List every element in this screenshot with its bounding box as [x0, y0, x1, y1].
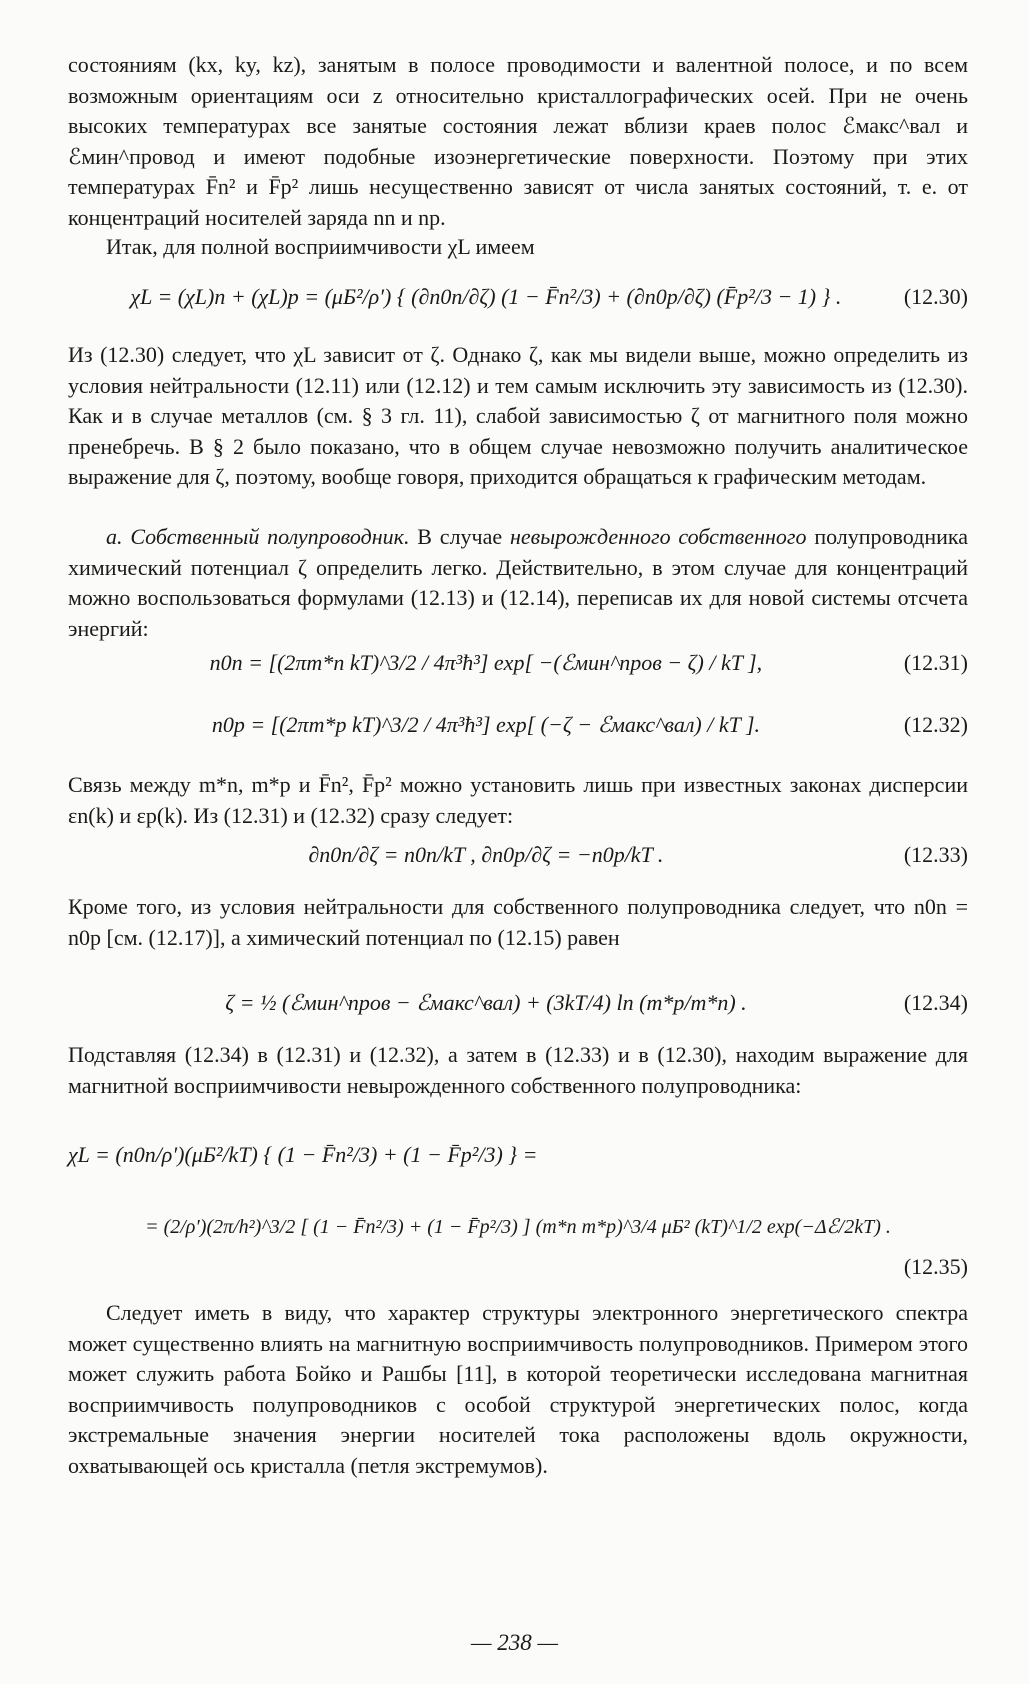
- equation-12-34-number: (12.34): [903, 990, 968, 1015]
- paragraph-1: состояниям (kx, ky, kz), занятым в полосе проводимости и валентной полосе, и по всем возможным ориентациям оси z относительно кристаллографических осей. При не очень высоких температурах все занятые состояния лежат вблизи краев полос ℰмакс^вал и ℰмин^провод и имеют подобные изоэнергетические поверхности. Поэтому при этих температурах F̄n² и F̄p² лишь несущественно зависят от числа занятых состояний, т. е. от концентраций носителей заряда nn и np.: [68, 52, 968, 230]
- equation-12-33-formula: ∂n0n/∂ζ = n0n/kT , ∂n0p/∂ζ = −n0p/kT .: [308, 842, 664, 867]
- paragraph-4: [68, 522, 968, 644]
- equation-12-32-number: (12.32): [903, 712, 968, 737]
- equation-12-34: [68, 988, 968, 1019]
- equation-12-30: [68, 282, 968, 313]
- equation-12-31-formula: n0n = [(2πm*n kT)^3/2 / 4π³ħ³] exp[ −(ℰмин^пров − ζ) / kT ],: [209, 650, 763, 675]
- paragraph-4-text-1: В случае: [409, 524, 510, 549]
- equation-12-35-formula-1: χL = (n0n/ρ′)(μБ²/kT) { (1 − F̄n²/3) + (1 − F̄p²/3) } =: [68, 1142, 538, 1167]
- section-heading-intrinsic: а. Собственный полупроводник.: [106, 524, 410, 549]
- equation-12-30-number: (12.30): [903, 284, 968, 309]
- page-number: — 238 —: [471, 1630, 558, 1655]
- paragraph-7: Подставляя (12.34) в (12.31) и (12.32), а затем в (12.33) и в (12.30), находим выражение для магнитной восприимчивости невырожденного собственного полупроводника:: [68, 1042, 968, 1098]
- equation-12-35-line-1: [68, 1140, 968, 1171]
- equation-12-30-formula: χL = (χL)n + (χL)p = (μБ²/ρ′) { (∂n0n/∂ζ) (1 − F̄n²/3) + (∂n0p/∂ζ) (F̄p²/3 − 1) } .: [130, 284, 842, 309]
- paragraph-5: Связь между m*n, m*p и F̄n², F̄p² можно установить лишь при известных законах дисперсии εn(k) и εp(k). Из (12.31) и (12.32) сразу следует:: [68, 772, 968, 828]
- equation-12-32: [68, 710, 968, 741]
- equation-12-31: [68, 648, 968, 679]
- paragraph-4-text-2: полупроводника химический потенциал ζ определить легко. Действительно, в этом случае для концентраций можно воспользоваться формулами (12.13) и (12.14), переписав их для новой системы отсчета энергий:: [68, 524, 969, 641]
- paragraph-2: Итак, для полной восприимчивости χL имеем: [106, 234, 535, 259]
- equation-12-32-formula: n0p = [(2πm*p kT)^3/2 / 4π³ħ³] exp[ (−ζ − ℰмакс^вал) / kT ].: [211, 712, 761, 737]
- equation-12-33-number: (12.33): [903, 842, 968, 867]
- paragraph-4-italic: невырожденного собственного: [509, 524, 807, 549]
- equation-12-35-formula-2: = (2/ρ′)(2π/h²)^3/2 [ (1 − F̄n²/3) + (1 − F̄p²/3) ] (m*n m*p)^3/4 μБ² (kT)^1/2 exp(−Δℰ/2kT) .: [145, 1216, 891, 1238]
- equation-12-35-line-2: [68, 1212, 968, 1243]
- paragraph-8: Следует иметь в виду, что характер структуры электронного энергетического спектра может существенно влиять на магнитную восприимчивость полупроводников. Примером этого может служить работа Бойко и Рашбы [11], в которой теоретически исследована магнитная восприимчивость полупроводников с особой структурой энергетических полос, когда экстремальные значения энергии носителей тока расположены вдоль окружности, охватывающей ось кристалла (петля экстремумов).: [68, 1300, 968, 1478]
- paragraph-6: Кроме того, из условия нейтральности для собственного полупроводника следует, что n0n = n0p [см. (12.17)], а химический потенциал по (12.15) равен: [68, 894, 968, 950]
- equation-12-35-number: (12.35): [903, 1254, 968, 1279]
- equation-12-35-number-row: [68, 1252, 968, 1283]
- equation-12-34-formula: ζ = ½ (ℰмин^пров − ℰмакс^вал) + (3kT/4) ln (m*p/m*n) .: [225, 990, 747, 1015]
- equation-12-31-number: (12.31): [903, 650, 968, 675]
- paragraph-3: Из (12.30) следует, что χL зависит от ζ. Однако ζ, как мы видели выше, можно определить из условия нейтральности (12.11) или (12.12) и тем самым исключить эту зависимость из (12.30). Как и в случае металлов (см. § 3 гл. 11), слабой зависимостью ζ от магнитного поля можно пренебречь. В § 2 было показано, что в общем случае невозможно получить аналитическое выражение для ζ, поэтому, вообще говоря, приходится обращаться к графическим методам.: [68, 342, 968, 489]
- equation-12-33: [68, 840, 968, 871]
